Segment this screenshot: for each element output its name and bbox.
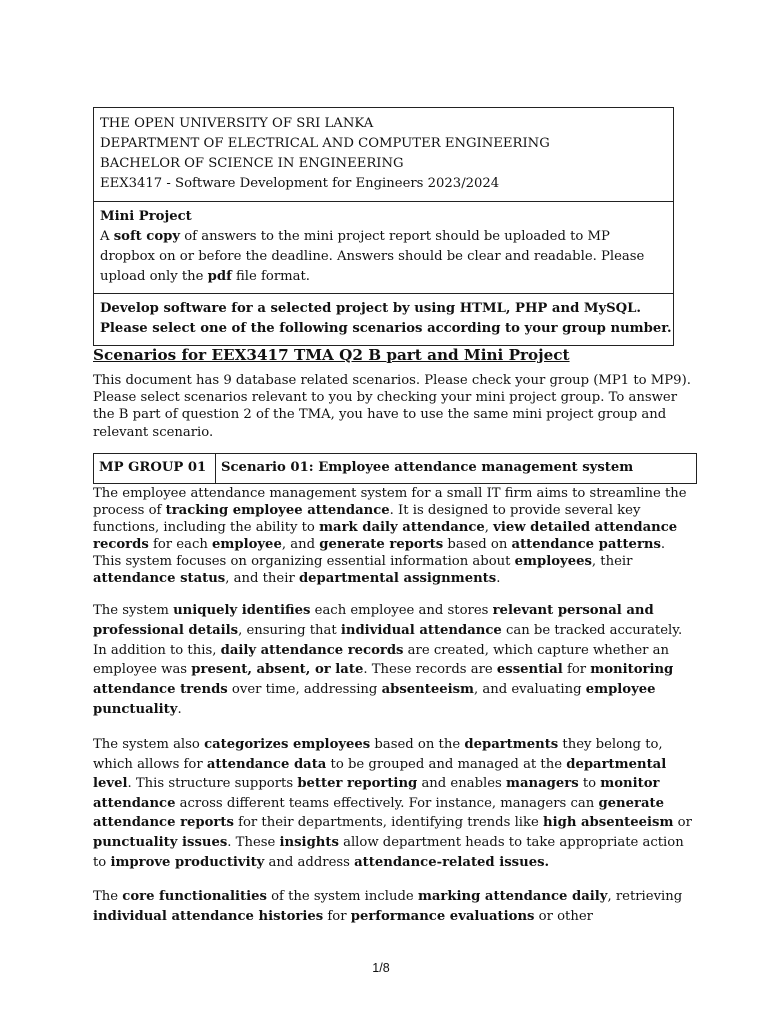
body-text: and address xyxy=(264,854,355,870)
emphasis-text: present, absent, or late xyxy=(191,662,364,678)
emphasis-text: employees xyxy=(514,554,592,570)
emphasis-text: essential xyxy=(496,662,563,678)
emphasis-text: attendance data xyxy=(206,756,327,772)
header-cell-mini-project xyxy=(94,201,673,293)
body-text: . This structure supports xyxy=(127,776,298,792)
body-text: are created, which capture whether an employee was xyxy=(93,642,669,678)
body-text: , their xyxy=(591,554,633,570)
emphasis-text: absenteeism xyxy=(381,682,474,698)
emphasis-text: punctuality issues xyxy=(93,834,228,850)
body-text: or xyxy=(673,815,692,831)
header-cell-institution xyxy=(94,108,673,201)
emphasis-text: monitor attendance xyxy=(93,776,660,811)
scenario-paragraph-4 xyxy=(93,887,693,926)
body-text: based on xyxy=(443,537,512,553)
emphasis-text: tracking employee attendance xyxy=(165,503,390,519)
body-text: . These records are xyxy=(363,662,497,678)
header-table xyxy=(93,107,674,346)
mini-project-line-1: A soft copy of answers to the mini project report should be uploaded to MP xyxy=(100,229,610,244)
page-number: 1/8 xyxy=(372,961,390,975)
emphasis-text: view detailed attendance records xyxy=(93,520,678,553)
body-text: The employee attendance management system for a small IT firm aims to streamline the process of xyxy=(93,486,687,519)
document-title: Scenarios for EEX3417 TMA Q2 B part and Mini Project xyxy=(93,346,570,364)
body-text: of the system include xyxy=(266,889,418,904)
emphasis-text: performance evaluations xyxy=(350,908,535,924)
body-text: . This system focuses on organizing essential information about xyxy=(93,537,666,570)
body-text: . It is designed to provide several key functions, including the ability to xyxy=(93,503,641,536)
emphasis-text: daily attendance records xyxy=(220,642,404,658)
body-text: based on the xyxy=(370,737,465,752)
department-name: DEPARTMENT OF ELECTRICAL AND COMPUTER ENGINEERING xyxy=(100,136,550,151)
emphasis-text: relevant personal and professional details xyxy=(93,603,654,638)
body-text: , xyxy=(484,520,494,536)
body-text: to be grouped and managed at the xyxy=(326,756,567,772)
emphasis-text: better reporting xyxy=(297,776,418,792)
body-text: and enables xyxy=(417,776,507,792)
body-text: or other xyxy=(534,908,593,924)
emphasis-text: marking attendance daily xyxy=(417,889,608,904)
emphasis-text: departments xyxy=(464,737,559,752)
emphasis-text: managers xyxy=(506,776,579,792)
body-text: , ensuring that xyxy=(238,622,341,638)
mini-project-line-3: upload only the pdf file format. xyxy=(100,269,310,284)
emphasis-text: mark daily attendance xyxy=(319,520,485,536)
body-text: over time, addressing xyxy=(227,682,382,698)
scenario-label: Scenario 01: Employee attendance management system xyxy=(221,460,634,475)
emphasis-text: employee xyxy=(212,537,282,553)
emphasis-text: attendance-related issues. xyxy=(354,854,550,870)
emphasis-text: individual attendance xyxy=(340,622,502,638)
body-text: for their departments, identifying trends like xyxy=(233,815,543,831)
emphasis-text: employee punctuality xyxy=(93,682,656,717)
body-text: , and xyxy=(281,537,320,553)
body-text: . xyxy=(177,701,182,717)
emphasis-text: individual attendance histories xyxy=(93,908,324,924)
body-text: , retrieving xyxy=(607,889,683,904)
scenario-paragraph-1 xyxy=(93,485,693,588)
emphasis-text: departmental level xyxy=(93,756,667,792)
body-text: for xyxy=(562,662,591,678)
mini-project-heading: Mini Project xyxy=(100,209,192,224)
body-text: . These xyxy=(227,834,280,850)
body-text: The xyxy=(93,889,123,904)
body-text: each employee and stores xyxy=(310,603,493,618)
mini-project-line-2: dropbox on or before the deadline. Answers should be clear and readable. Please xyxy=(100,249,645,264)
body-text: . xyxy=(496,571,501,587)
emphasis-text: generate attendance reports xyxy=(93,795,665,831)
group-label: MP GROUP 01 xyxy=(94,454,216,483)
body-text: , and their xyxy=(225,571,299,587)
body-text: The system also xyxy=(93,737,205,752)
degree-name: BACHELOR OF SCIENCE IN ENGINEERING xyxy=(100,156,404,171)
body-text: for xyxy=(323,908,351,924)
body-text: , and evaluating xyxy=(474,682,586,698)
emphasis-text: attendance status xyxy=(93,571,226,587)
body-text: they belong to, which allows for xyxy=(93,737,663,772)
emphasis-text: generate reports xyxy=(319,537,444,553)
emphasis-text: uniquely identifies xyxy=(173,603,311,618)
intro-paragraph: This document has 9 database related scenarios. Please check your group (MP1 to MP9). Please select scenarios relevant to you by checking your mini project group. To answer the B part of question 2 of the TMA, you have to use the same mini project group and relevant scenario. xyxy=(93,373,691,440)
scenario-paragraph-3 xyxy=(93,735,693,872)
course-name: EEX3417 - Software Development for Engineers 2023/2024 xyxy=(100,176,500,191)
instruction-line-2: Please select one of the following scenarios according to your group number. xyxy=(100,321,672,336)
emphasis-text: improve productivity xyxy=(110,854,265,870)
emphasis-text: high absenteeism xyxy=(543,815,674,831)
body-text: The system xyxy=(93,603,174,618)
body-text: to xyxy=(578,776,601,792)
emphasis-text: departmental assignments xyxy=(298,571,497,587)
body-text: across different teams effectively. For instance, managers can xyxy=(175,795,599,811)
body-text: for each xyxy=(148,537,213,553)
emphasis-text: insights xyxy=(279,834,339,850)
emphasis-text: core functionalities xyxy=(122,889,267,904)
group-table xyxy=(93,453,697,484)
instruction-line-1: Develop software for a selected project by using HTML, PHP and MySQL. xyxy=(100,301,642,316)
body-text: allow department heads to take appropriate action to xyxy=(93,834,684,870)
emphasis-text: attendance patterns xyxy=(511,537,661,553)
emphasis-text: monitoring attendance trends xyxy=(93,662,674,698)
scenario-paragraph-2 xyxy=(93,601,693,720)
university-name: THE OPEN UNIVERSITY OF SRI LANKA xyxy=(100,116,374,131)
header-cell-instructions xyxy=(94,293,673,345)
emphasis-text: categorizes employees xyxy=(204,737,371,752)
body-text: can be tracked accurately. In addition to this, xyxy=(93,622,683,658)
